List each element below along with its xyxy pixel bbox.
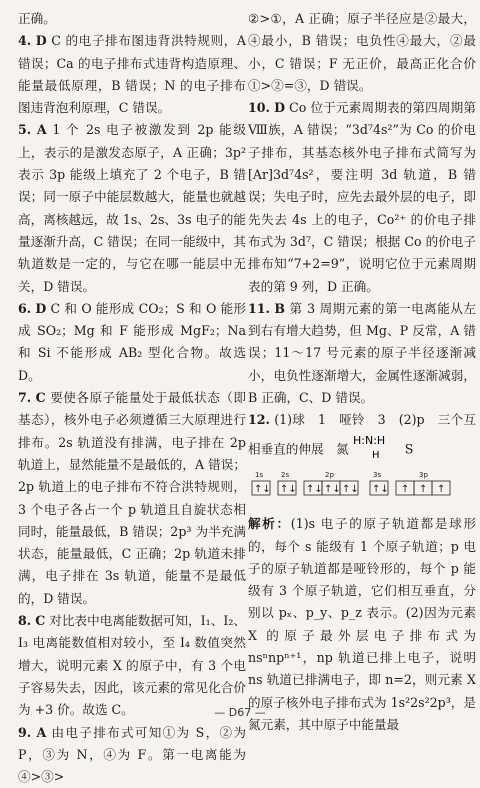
left-column bbox=[18, 8, 246, 788]
arrow-3p-2: ↑ bbox=[419, 484, 427, 495]
orbital-label-3s: 3s bbox=[373, 471, 381, 479]
orbital-label-2p: 2p bbox=[325, 471, 334, 479]
answer-5: 5. A 1 个 2s 电子被激发到 2p 能级上，表示的是激发态原子，A 正确；3p² 表示 3p 能级上填充了 2 个电子，B 错误；同一原子中能层数越大，能量也就越高，离核越远，故 1s、2s、3s 电子的能量逐渐升高，C 错误；在同一能级中，其轨道数是一定的，与它在哪一能层中无关，D 错误。 bbox=[18, 119, 246, 297]
arrow-3p-1: ↑ bbox=[401, 484, 409, 495]
page-number: — D67 — bbox=[0, 706, 480, 719]
orbital-label-2s: 2s bbox=[281, 471, 289, 479]
sulfur-symbol: S bbox=[405, 441, 414, 456]
arrows-2p-1: ↑↓ bbox=[306, 484, 323, 495]
answer-4: 4. D C 的电子排布图违背洪特规则，A 错误；Ca 的电子排布式违背构造原理、能量最低原理，B 错误；N 的电子排布图违背泡利原理，C 错误。 bbox=[18, 30, 246, 119]
orbital-label-3p: 3p bbox=[419, 471, 428, 479]
orbital-label-1s: 1s bbox=[255, 471, 263, 479]
orbital-diagram bbox=[248, 470, 476, 507]
arrow-3p-3: ↑ bbox=[437, 484, 445, 495]
arrows-1s: ↑↓ bbox=[254, 484, 271, 495]
answer-12: 12. (1)球 1 哑铃 3 (2)p 三个互相垂直的伸展 氮 H:N:H H S bbox=[248, 409, 476, 468]
arrows-2s: ↑↓ bbox=[280, 484, 297, 495]
formula-bottom-h: H bbox=[372, 450, 380, 460]
right-column bbox=[248, 8, 476, 736]
paragraph-continuation: 正确。 bbox=[18, 8, 246, 30]
electron-dot-formula bbox=[353, 432, 401, 468]
arrows-2p-3: ↑↓ bbox=[342, 484, 359, 495]
arrows-3s: ↑↓ bbox=[372, 484, 389, 495]
answer-9: 9. A 由电子排布式可知①为 S，②为 P，③为 N，④为 F。第一电离能为④>③> bbox=[18, 722, 246, 788]
ammonia-lewis-structure bbox=[353, 432, 401, 460]
answer-11: 11. B 第 3 周期元素的第一电离能从左到右有增大趋势，但 Mg、P 反常，A 错误；11～17 号元素的原子半径逐渐减小，电负性逐渐增大，金属性逐渐减弱，B 正确，C、D 错误。 bbox=[248, 298, 476, 409]
formula-text: H:N:H bbox=[353, 434, 385, 447]
answer-10: 10. D Co 位于元素周期表的第四周期第Ⅷ族，A 错误；“3d⁷4s²”为 Co 的价电子排布，其基态核外电子排布式简写为 [Ar]3d⁷4s²，要注明 3d 轨道，B 错误；失电子时，应先去最外层的电子，即先失去 4s 上的电子，Co²⁺ 的价电子排布式为 3d⁷，C 错误；根据 Co 的价电子排布知“7+2=9”，说明它位于元素周期表的第 9 列，D 正确。 bbox=[248, 97, 476, 298]
arrows-2p-2: ↑↓ bbox=[324, 484, 341, 495]
answer-8: 8. C 对比表中电离能数据可知，I₁、I₂、I₃ 电离能数值相对较小，至 I₄ 数值突然增大，说明元素 X 的原子中，有 3 个电子容易失去，因此，该元素的常见化合价为 +3 价。故选 C。 bbox=[18, 610, 246, 721]
answer-6: 6. D C 和 O 能形成 CO₂；S 和 O 能形成 SO₂；Mg 和 F 能形成 MgF₂；Na 和 Si 不能形成 AB₂ 型化合物。故选 D。 bbox=[18, 298, 246, 387]
answer-7: 7. C 要使各原子能量处于最低状态（即基态），核外电子必须遵循三大原理进行排布。2s 轨道没有排满，电子排在 2p 轨道上，显然能量不是最低的，A 错误；2p 轨道上的电子排布不符合洪特规则，3 个电子各占一个 p 轨道且自旋状态相同时，能量最低，B 错误；2p³ 为半充满状态，能量最低，C 正确；2p 轨道未排满，电子排在 3s 轨道，能量不是最低的，D 错误。 bbox=[18, 387, 246, 610]
answer-9-continuation: ②>①，A 正确；原子半径应是②最大，④最小，B 错误；电负性④最大，②最小，C 错误；F 无正价，最高正化合价①>②=③，D 错误。 bbox=[248, 8, 476, 97]
orbital-box-diagram bbox=[248, 470, 474, 500]
explanation-12: 解析：(1)s 电子的原子轨道都是球形的，每个 s 能级有 1 个原子轨道；p 电子的原子轨道都是哑铃形的，每个 p 能级有 3 个原子轨道，它们相互垂直，分别以 pₓ、p_y、p_z 表示。(2)因为元素 X 的原子最外层电子排布式为 nsⁿnpⁿ⁺¹，np 轨道已排上电子，说明 ns 轨道已排满电子，即 n=2，则元素 X 的原子核外电子排布式为 1s²2s²2p³，是氮元素，其中原子中能量最 bbox=[248, 513, 476, 736]
